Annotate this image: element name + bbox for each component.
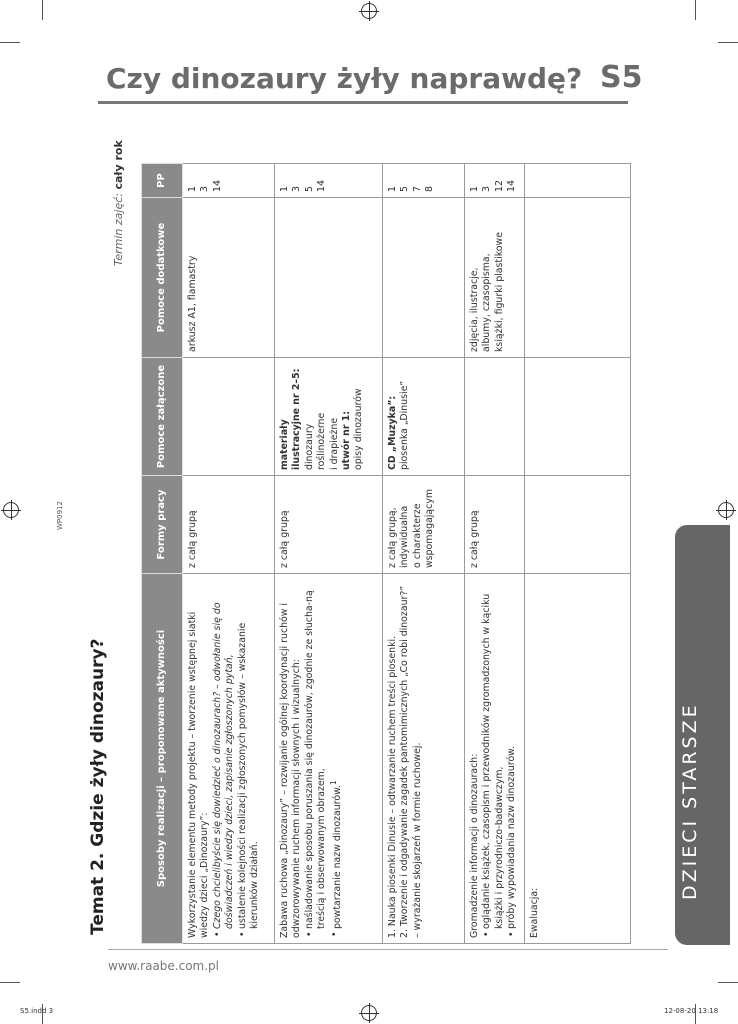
header-pp: PP <box>142 164 183 198</box>
forms-cell <box>525 476 631 574</box>
attached-item: roślinożerne <box>316 412 328 470</box>
list-item <box>329 579 345 929</box>
pp-value: 5 <box>303 186 315 192</box>
forms-cell: z całą grupą <box>275 476 383 574</box>
attached-item: utwór nr 1: <box>341 411 353 470</box>
pp-value: 14 <box>506 180 518 192</box>
activity-cell <box>383 574 465 944</box>
slug-file-info: S5.indd 3 <box>20 1007 54 1015</box>
additional-cell <box>383 198 465 358</box>
pp-value: 3 <box>291 186 303 192</box>
activity-text: Wykorzystanie elementu metody projektu – tworzenie wstępnej siatki wiedzy dzieci „Dinozaury”: <box>187 611 211 938</box>
forms-text: indywidualna <box>399 505 411 568</box>
activity-text: powtarzanie nazw dinozaurów. <box>331 785 343 929</box>
list-item: • oglądanie książek, czasopism i przewodników zgromadzonych w kąciku książki i przyrodniczo-badawczym, <box>481 579 506 929</box>
term-value: cały rok <box>112 140 125 190</box>
attached-item: piosenka „Dinusie” <box>399 380 411 470</box>
page-code: S5 <box>600 60 643 95</box>
attached-cell <box>183 358 275 476</box>
pp-value: 1 <box>279 186 290 192</box>
activity-cell <box>275 574 383 944</box>
pp-cell <box>525 164 631 198</box>
table-row <box>275 164 383 944</box>
attached-item: dinozaury <box>303 423 315 470</box>
pp-value: 12 <box>493 180 505 192</box>
crop-mark <box>0 982 20 983</box>
activity-table <box>141 163 631 944</box>
forms-text: z całą grupą, <box>387 507 398 568</box>
pp-cell <box>275 164 383 198</box>
crop-mark <box>718 42 738 43</box>
term-info <box>112 66 125 266</box>
header-attached: Pomoce załączone <box>142 358 183 476</box>
attached-item: opisy dinozaurów <box>353 388 365 470</box>
pp-value: 7 <box>411 186 423 192</box>
activity-list <box>481 579 518 938</box>
registration-mark-icon <box>718 502 734 518</box>
activity-cell <box>525 574 631 944</box>
list-item: • ustalenie kolejności realizacji zgłoszonych pomysłów – wskazanie kierunków działań. <box>237 579 262 929</box>
list-item: • naśladowanie sposobu poruszania się dinozaurów, zgodnie ze słucha-ną treścią i obserwowanym obrazem, <box>304 579 329 929</box>
crop-mark <box>42 0 43 20</box>
header-forms: Formy pracy <box>142 476 183 574</box>
crop-mark <box>718 982 738 983</box>
forms-text: wspomagającym <box>424 489 436 568</box>
forms-cell: z całą grupą <box>465 476 525 574</box>
term-label: Termin zajęć: <box>112 193 125 266</box>
pp-cell <box>465 164 525 198</box>
pp-value: 5 <box>399 186 411 192</box>
footer-url: www.raabe.com.pl <box>108 959 220 973</box>
additional-text: książki, figurki plastikowe <box>493 232 505 352</box>
activity-list <box>304 579 344 938</box>
pp-value: 1 <box>387 186 398 192</box>
activity-text: 2. Tworzenie i odgadywanie zagadek pantomimicznych „Co robi dinozaur?” – wyrażanie skojarzeń w formie ruchowej. <box>399 585 423 938</box>
pp-value: 14 <box>316 180 328 192</box>
pp-value: 14 <box>211 180 223 192</box>
table-row <box>465 164 525 944</box>
registration-mark-icon <box>361 1005 377 1021</box>
table-row <box>183 164 275 944</box>
pp-cell <box>383 164 465 198</box>
additional-cell <box>525 198 631 358</box>
additional-cell <box>275 198 383 358</box>
pp-value: 1 <box>187 186 198 192</box>
pp-value: 3 <box>481 186 493 192</box>
pp-value: 8 <box>424 186 436 192</box>
footer-divider <box>108 949 668 950</box>
attached-cell <box>525 358 631 476</box>
attached-cell <box>465 358 525 476</box>
activity-text: Czego chcielibyście się dowiedzieć o dinozaurach? – odwołanie się do doświadczeń i wiedzy dzieci, zapisanie zgłoszonych pytań, <box>211 602 236 929</box>
additional-cell: arkusz A1, flamastry <box>183 198 275 358</box>
activity-cell <box>183 574 275 944</box>
crop-mark <box>695 0 696 20</box>
additional-cell <box>465 198 525 358</box>
header-additional: Pomoce dodatkowe <box>142 198 183 358</box>
list-item: • próby wypowiadania nazw dinozaurów. <box>506 579 518 929</box>
document-code: WP0912 <box>56 501 64 530</box>
attached-cell <box>383 358 465 476</box>
attached-cell <box>275 358 383 476</box>
forms-cell: z całą grupą <box>183 476 275 574</box>
registration-mark-icon <box>361 3 377 19</box>
activity-list <box>212 579 262 938</box>
title-divider <box>98 101 628 104</box>
crop-mark <box>0 42 20 43</box>
pp-value: 3 <box>199 186 211 192</box>
forms-text: o charakterze <box>411 503 423 568</box>
forms-cell <box>383 476 465 574</box>
footnote-marker: 1 <box>328 780 338 786</box>
attached-item: i drapieżne <box>328 417 340 470</box>
side-tab-label: DZIECI STARSZE <box>679 702 701 900</box>
topic-title: Temat 2. Gdzie żyły dinozaury? <box>88 638 108 935</box>
table-row <box>525 164 631 944</box>
table-row <box>383 164 465 944</box>
activity-table-wrapper <box>141 164 631 944</box>
activity-text: Ewaluacja: <box>529 887 540 938</box>
attached-item: materiały <box>279 419 290 470</box>
list-item <box>212 579 237 929</box>
activity-text: 1. Nauka piosenki Dinusie – odtwarzanie ruchem treści piosenki. <box>387 635 398 938</box>
page-title: Czy dinozaury żyły naprawdę? <box>106 62 583 95</box>
slug-date-info: 12-08-20 13:18 <box>664 1007 719 1015</box>
attached-item: ilustracyjne nr 2–5: <box>291 368 303 470</box>
activity-cell <box>465 574 525 944</box>
activity-text: Gromadzenie informacji o dinozaurach: <box>469 753 480 938</box>
additional-text: zdjęcia, ilustracje, <box>469 267 480 352</box>
additional-text: albumy, czasopisma, <box>481 253 493 352</box>
pp-value: 1 <box>469 186 480 192</box>
activity-text: Zabawa ruchowa „Dinozaury” – rozwijanie ogólnej koordynacji ruchów i odwzorowywanie ruchem informacji słownych i wizualnych: <box>279 602 303 938</box>
table-header-row <box>142 164 183 944</box>
attached-item: CD „Muzyka”: <box>387 395 398 470</box>
registration-mark-icon <box>3 502 19 518</box>
pp-cell <box>183 164 275 198</box>
header-activities: Sposoby realizacji – proponowane aktywności <box>142 574 183 944</box>
